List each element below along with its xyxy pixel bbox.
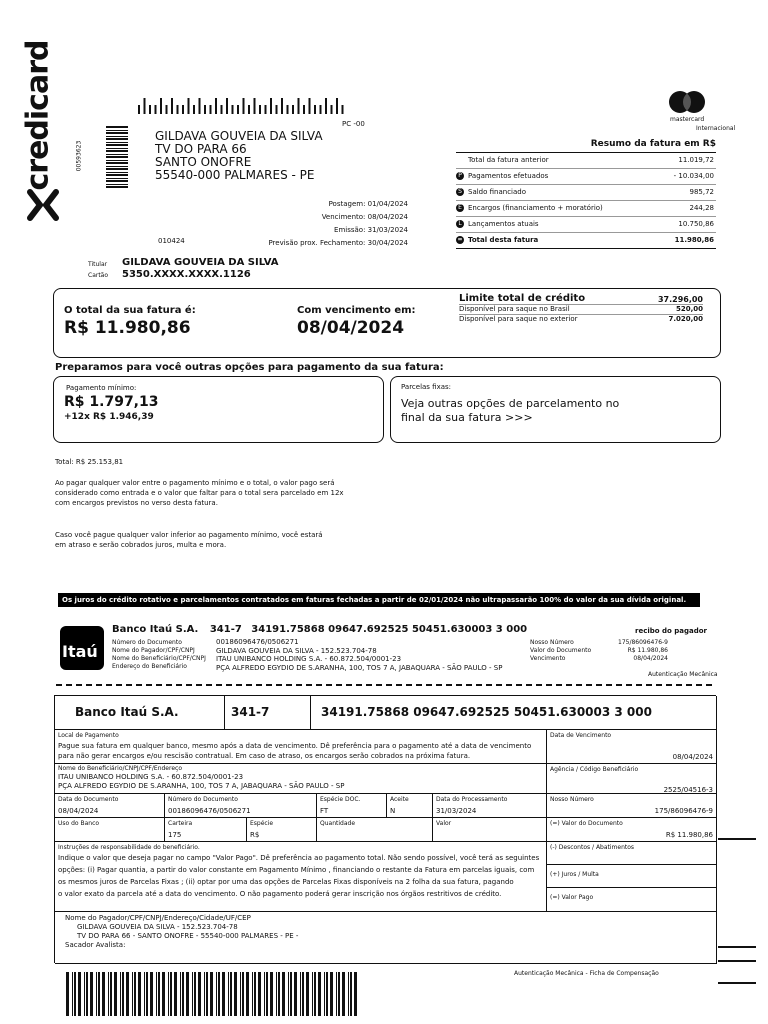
margin-mark-3	[718, 960, 756, 962]
total-value: R$ 11.980,86	[64, 318, 191, 338]
receipt-value-venc: 08/04/2024	[633, 655, 668, 662]
numdoc-label: Número do Documento	[168, 796, 238, 803]
titular-name: GILDAVA GOUVEIA DA SILVA	[122, 257, 279, 268]
summary-row-value: 244,28	[689, 204, 714, 212]
interest-banner	[58, 593, 700, 607]
pagador-line-1: GILDAVA GOUVEIA DA SILVA - 152.523.704-78	[77, 923, 238, 931]
local-cell	[55, 730, 547, 764]
carteira-label: Carteira	[168, 820, 193, 827]
datamatrix-barcode	[106, 126, 128, 188]
summary-row-label-wrap	[456, 156, 549, 165]
slip-line-cell	[311, 696, 717, 730]
agencia-cell	[547, 764, 717, 794]
minimum-value: R$ 1.797,13	[64, 394, 159, 410]
valordoc-cell	[547, 818, 717, 842]
valorpago-cell[interactable]	[547, 888, 717, 912]
slip-digit-line: 34191.75868 09647.692525 50451.630003 3 000	[321, 705, 652, 719]
benef-line-1: ITAU UNIBANCO HOLDING S.A. - 60.872.504/0001-23	[58, 773, 244, 781]
qtd-label: Quantidade	[320, 820, 356, 827]
dataproc-value: 31/03/2024	[436, 807, 477, 815]
instr-line-3: os mesmos juros de Parcelas Fixas ; (ii) optar por uma das opções de Parcelas Fixas disponíveis na 2 folha da sua fatura, pagando	[58, 878, 514, 886]
receipt-label-venc: Vencimento	[530, 655, 566, 662]
summary-row-label: Total da fatura anterior	[468, 156, 549, 164]
especie2-cell	[247, 818, 317, 842]
benef-line-2: PÇA ALFREDO EGYDIO DE S.ARANHA, 100, TOS 7 A, JABAQUARA - SÃO PAULO - SP	[58, 782, 345, 790]
dates-block	[250, 200, 408, 248]
receipt-value-nosso: 175/86096476-9	[618, 639, 668, 646]
summary-row-label: Total desta fatura	[468, 236, 539, 244]
receipt-right-labels	[530, 639, 591, 663]
pagador-label: Nome do Pagador/CPF/CNPJ/Endereço/Cidade/UF/CEP	[65, 914, 251, 922]
doc-number: 010424	[158, 237, 185, 245]
postagem-date: Postagem: 01/04/2024	[328, 200, 408, 208]
local-line-1: Pague sua fatura em qualquer banco, mesmo após a data de vencimento. Dê preferência para o pagamento até a data de vencimento	[58, 742, 532, 750]
due-cell	[547, 730, 717, 764]
installment-options-box[interactable]	[390, 376, 721, 443]
summary-row-label-wrap	[456, 204, 603, 213]
summary-row-value: 11.980,86	[674, 236, 714, 244]
note-1-line-3: com encargos previstos no verso desta fatura.	[55, 499, 218, 507]
receipt-values	[216, 638, 502, 672]
due-label: Com vencimento em:	[297, 305, 416, 316]
installment-value: +12x R$ 1.946,39	[64, 412, 154, 422]
summary-row-value: - 10.034,00	[673, 172, 714, 180]
slip-footer: Autenticação Mecânica - Ficha de Compensação	[514, 970, 659, 977]
margin-mark-1	[718, 838, 756, 840]
instr-cell	[55, 842, 547, 912]
usobanco-label: Uso do Banco	[58, 820, 100, 827]
receipt-right-values	[600, 639, 668, 663]
receipt-digit-line: 34191.75868 09647.692525 50451.630003 3 000	[251, 624, 528, 635]
note-1-line-2: considerado como entrada e o valor que faltar para o total sera parcelado em 12x	[55, 489, 344, 497]
carteira-value: 175	[168, 831, 182, 839]
juros-label: (+) Juros / Multa	[550, 871, 599, 878]
summary-row-label-wrap	[456, 236, 538, 245]
especie2-label: Espécie	[250, 820, 274, 827]
summary-row-value: 11.019,72	[678, 156, 714, 164]
receipt-bank-code: 341-7	[209, 624, 242, 635]
summary-bullet-icon: =	[457, 236, 463, 243]
addressee-district: SANTO ONOFRE	[155, 155, 252, 169]
local-label: Local de Pagamento	[58, 732, 119, 739]
summary-row-label-wrap	[456, 220, 539, 229]
summary-bullet-icon: E	[456, 204, 464, 212]
agencia-value: 2525/04516-3	[663, 786, 713, 794]
note-paragraph-2	[55, 530, 323, 550]
summary-row-label: Encargos (financiamento + moratório)	[468, 204, 603, 212]
receipt-value-numdoc: 00186096476/0506271	[216, 638, 299, 646]
titular-label: Titular	[88, 261, 108, 268]
usobanco-cell	[55, 818, 165, 842]
due-value: 08/04/2024	[297, 318, 405, 338]
credicard-symbol-icon	[26, 188, 60, 222]
summary-row	[456, 153, 716, 169]
summary-row	[456, 201, 716, 217]
pc-code: PC -00	[342, 120, 365, 128]
especie-value: FT	[320, 807, 329, 815]
instr-line-4: o valor exato da parcela até a data do vencimento. O não pagamento poderá gerar inscrição nos órgãos restritivos de crédito.	[58, 890, 502, 898]
summary-row-label-wrap	[456, 172, 548, 181]
nosso-value: 175/86096476-9	[654, 807, 713, 815]
slip-due-label: Data de Vencimento	[550, 732, 612, 739]
instr-label: Instruções de responsabilidade do beneficiário.	[58, 844, 200, 851]
total-label: O total da sua fatura é:	[64, 305, 196, 316]
datadoc-cell	[55, 794, 165, 818]
cartao-label: Cartão	[88, 272, 109, 279]
minimum-payment-box	[53, 376, 384, 443]
address-block	[155, 130, 323, 182]
local-line-2: para não gerar encargos e/ou rescisão contratual. Em caso de atraso, os encargos serão cobrados na próxima fatura.	[58, 752, 471, 760]
minimum-label: Pagamento mínimo:	[66, 384, 137, 392]
valorpago-label: (=) Valor Pago	[550, 894, 594, 901]
slip-bank-cell	[55, 696, 225, 730]
addressee-street: TV DO PARA 66	[155, 142, 247, 156]
instr-line-1: Indique o valor que deseja pagar no campo "Valor Pago". Dê preferência ao pagamento total. Não sendo possível, você terá as seguintes	[58, 854, 540, 862]
especie-cell	[317, 794, 387, 818]
receipt-label-numdoc: Número do Documento	[112, 639, 182, 646]
aceite-cell	[387, 794, 433, 818]
payment-barcode	[66, 972, 358, 1016]
vencimento-date: Vencimento: 08/04/2024	[321, 213, 408, 221]
note-2-line-1: Caso você pague qualquer valor inferior ao pagamento mínimo, você estará	[55, 531, 323, 539]
especie-label: Espécie DOC.	[320, 796, 361, 803]
receipt-label-nosso: Nosso Número	[530, 639, 574, 646]
dataproc-label: Data do Processamento	[436, 796, 508, 803]
receipt-labels	[112, 639, 206, 671]
saque-brasil-label: Disponível para saque no Brasil	[459, 305, 570, 313]
receipt-value-pagador: GILDAVA GOUVEIA DA SILVA - 152.523.704-78	[216, 646, 377, 655]
receipt-value-benef: ITAU UNIBANCO HOLDING S.A. - 60.872.504/0001-23	[216, 655, 402, 663]
benef-label: Nome do Beneficiário/CNPJ/CPF/Endereço	[58, 765, 182, 772]
slip-code-cell	[225, 696, 311, 730]
valor-cell	[433, 818, 547, 842]
slip-due-value: 08/04/2024	[672, 753, 713, 761]
summary-bullet-icon: L	[456, 220, 464, 228]
summary-row-value: 10.750,86	[678, 220, 714, 228]
saque-exterior-label: Disponível para saque no exterior	[459, 315, 578, 323]
payment-slip	[54, 695, 716, 963]
avalista-label: Sacador Avalista:	[65, 941, 126, 949]
summary-row-label: Pagamentos efetuados	[468, 172, 549, 180]
summary-row-label: Lançamentos atuais	[468, 220, 539, 228]
credicard-logo-text: credicard	[20, 40, 56, 191]
options-heading: Preparamos para você outras opções para pagamento da sua fatura:	[55, 362, 444, 373]
numdoc-cell	[165, 794, 317, 818]
note-1-line-1: Ao pagar qualquer valor entre o pagamento mínimo e o total, o valor pago será	[55, 479, 335, 487]
total-financed: Total: R$ 25.153,81	[55, 458, 124, 466]
benef-cell	[55, 764, 547, 794]
summary-row	[456, 169, 716, 185]
qtd-cell	[317, 818, 433, 842]
valordoc-label: (=) Valor do Documento	[550, 820, 623, 827]
datadoc-value: 08/04/2024	[58, 807, 99, 815]
postal-barcode	[138, 98, 348, 114]
saque-brasil-value: 520,00	[675, 305, 703, 313]
card-number: 5350.XXXX.XXXX.1126	[122, 269, 251, 280]
slip-bank-name: Banco Itaú S.A.	[75, 705, 179, 719]
itau-logo	[60, 626, 104, 670]
receipt-autenticacao: Autenticação Mecânica	[648, 671, 718, 678]
summary-row-label-wrap	[456, 188, 526, 197]
emissao-date: Emissão: 31/03/2024	[334, 226, 408, 234]
aceite-label: Aceite	[390, 796, 409, 803]
juros-cell	[547, 865, 717, 888]
summary-row	[456, 233, 716, 249]
dataproc-cell	[433, 794, 547, 818]
agencia-label: Agência / Código Beneficiário	[550, 766, 639, 773]
mastercard-logo	[668, 90, 748, 136]
addressee-name: GILDAVA GOUVEIA DA SILVA	[155, 129, 323, 143]
side-code: 00593623	[75, 140, 83, 172]
instr-line-2: opções: (i) Pagar quantia, a partir do valor constante em Pagamento Mínimo , financiando o restante da Fatura em parcelas iguais, com	[58, 866, 535, 874]
note-paragraph-1	[55, 478, 344, 508]
summary-table	[456, 138, 716, 249]
margin-mark-2	[718, 946, 756, 948]
descontos-cell	[547, 842, 717, 865]
summary-row	[456, 217, 716, 233]
mastercard-circles-icon	[668, 90, 706, 114]
receipt-label-pagador: Nome do Pagador/CPF/CNPJ	[112, 647, 195, 654]
nosso-cell	[547, 794, 717, 818]
pagador-cell	[55, 912, 717, 964]
interest-banner-text: Os juros do crédito rotativo e parcelamentos contratados em faturas fechadas a partir de 02/01/2024 não ultrapassarão 100% do valor da sua dívida original.	[62, 596, 687, 604]
addressee-city: 55540-000 PALMARES - PE	[155, 168, 315, 182]
summary-bullet-icon: P	[456, 172, 464, 180]
receipt-title: recibo do pagador	[635, 627, 708, 635]
total-box	[53, 288, 721, 358]
receipt-value-end: PÇA ALFREDO EGYDIO DE S.ARANHA, 100, TOS 7 A, JABAQUARA - SÃO PAULO - SP	[216, 663, 503, 672]
cut-line	[56, 684, 712, 686]
valordoc-value: R$ 11.980,86	[665, 831, 713, 839]
limit-block	[459, 293, 703, 324]
parcelas-label: Parcelas fixas:	[401, 383, 452, 391]
descontos-label: (-) Descontos / Abatimentos	[550, 844, 635, 851]
itau-logo-text: Itaú	[62, 642, 98, 661]
receipt-value-valor: R$ 11.980,86	[627, 647, 668, 654]
summary-row-value: 985,72	[689, 188, 714, 196]
summary-bullet-icon: S	[456, 188, 464, 196]
credicard-logo	[18, 28, 62, 218]
valor-label: Valor	[436, 820, 452, 827]
receipt-label-benef: Nome do Beneficiário/CPF/CNPJ	[112, 655, 206, 662]
slip-bank-code: 341-7	[231, 705, 270, 719]
pagador-line-2: TV DO PARA 66 - SANTO ONOFRE - 55540-000 PALMARES - PE -	[77, 932, 299, 940]
mastercard-sub: Internacional	[696, 125, 736, 132]
summary-row	[456, 185, 716, 201]
receipt-bank-name: Banco Itaú S.A.	[112, 624, 199, 635]
mastercard-text: mastercard	[670, 116, 705, 123]
nosso-label: Nosso Número	[550, 796, 594, 803]
receipt-label-end: Endereço do Beneficiário	[112, 663, 187, 670]
summary-title: Resumo da fatura em R$	[456, 138, 716, 153]
numdoc-value: 00186096476/0506271	[168, 807, 251, 815]
receipt-label-valor: Valor do Documento	[530, 647, 592, 654]
limit-title: Limite total de crédito	[459, 293, 586, 304]
receipt-bank	[112, 624, 527, 635]
especie2-value: R$	[250, 831, 260, 839]
parcelas-text-1: Veja outras opções de parcelamento no	[401, 397, 620, 410]
margin-mark-4	[718, 982, 756, 984]
aceite-value: N	[390, 807, 396, 815]
saque-exterior-value: 7.020,00	[668, 315, 703, 323]
parcelas-text-2: final da sua fatura >>>	[401, 411, 533, 424]
previsao-date: Previsão prox. Fechamento: 30/04/2024	[268, 239, 408, 247]
note-2-line-2: em atraso e serão cobrados juros, multa e mora.	[55, 541, 227, 549]
limit-value: 37.296,00	[657, 295, 703, 304]
summary-row-label: Saldo financiado	[468, 188, 527, 196]
datadoc-label: Data do Documento	[58, 796, 119, 803]
carteira-cell	[165, 818, 247, 842]
